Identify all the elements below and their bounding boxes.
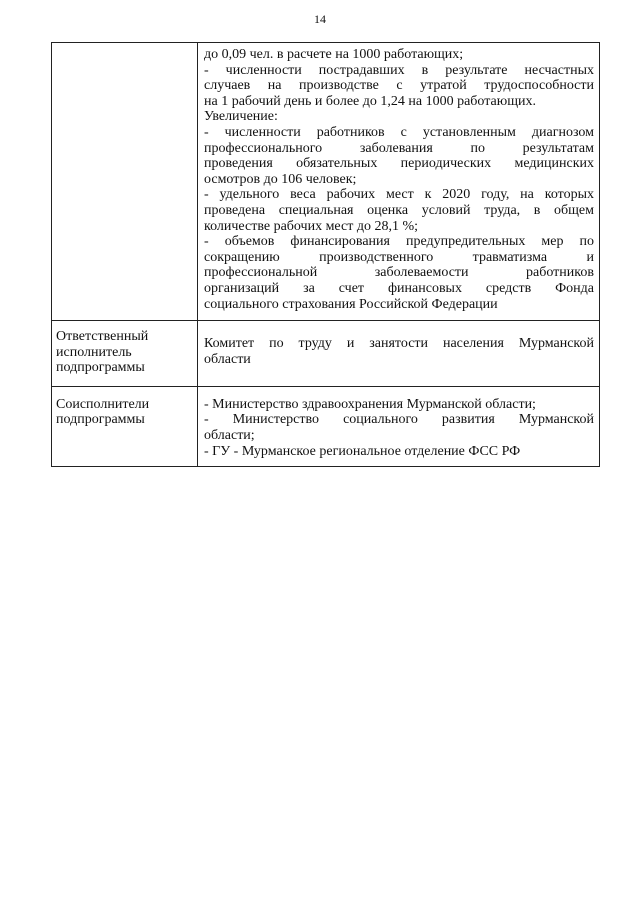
label-line: подпрограммы <box>56 360 145 376</box>
row-label-cell <box>52 386 198 466</box>
content-line: организаций за счет финансовых средств Фонда <box>204 280 594 296</box>
content-line: области; <box>204 428 255 444</box>
content-line: - численности пострадавших в результате несчастных <box>204 62 594 78</box>
label-line: подпрограммы <box>56 412 145 428</box>
content-line: - ГУ - Мурманское региональное отделение ФСС РФ <box>204 443 521 459</box>
content-line: профессиональной заболеваемости работников <box>204 265 594 281</box>
content-line: проведения обязательных периодических медицинских <box>204 156 594 172</box>
content-line: проведена специальная оценка условий труда, в общем <box>204 202 594 218</box>
content-line: случаев на производстве с утратой трудоспособности <box>204 78 594 94</box>
content-line: - численности работников с установленным диагнозом <box>204 124 594 140</box>
content-line: Увеличение: <box>204 109 278 125</box>
label-line: исполнитель <box>56 344 132 360</box>
content-line: - Министерство здравоохранения Мурманской области; <box>204 396 536 412</box>
subprogram-passport-table <box>51 42 600 467</box>
table-row <box>52 43 600 321</box>
table-row <box>52 386 600 466</box>
content-line: профессионального заболевания по результатам <box>204 140 594 156</box>
content-line: до 0,09 чел. в расчете на 1000 работающих; <box>204 47 464 62</box>
content-line: - удельного веса рабочих мест к 2020 году, на которых <box>204 187 594 203</box>
content-line: количестве рабочих мест до 28,1 %; <box>204 218 418 234</box>
content-line: Комитет по труду и занятости населения Мурманской <box>204 336 594 352</box>
label-line: Ответственный <box>56 329 149 345</box>
content-line: - объемов финансирования предупредительных мер по <box>204 234 594 250</box>
content-line: сокращению производственного травматизма и <box>204 249 594 265</box>
row-content-cell <box>198 321 600 387</box>
content-line: области <box>204 351 251 367</box>
row-content-cell <box>198 43 600 321</box>
row-label-cell <box>52 43 198 321</box>
content-line: на 1 рабочий день и более до 1,24 на 1000 работающих. <box>204 93 536 109</box>
label-line: Соисполнители <box>56 396 150 412</box>
row-content-cell <box>198 386 600 466</box>
row-label-cell <box>52 321 198 387</box>
page-number: 14 <box>314 12 326 26</box>
content-line: социального страхования Российской Федерации <box>204 296 498 312</box>
table-row <box>52 321 600 387</box>
content-line: - Министерство социального развития Мурманской <box>204 412 594 428</box>
content-line: осмотров до 106 человек; <box>204 171 357 187</box>
